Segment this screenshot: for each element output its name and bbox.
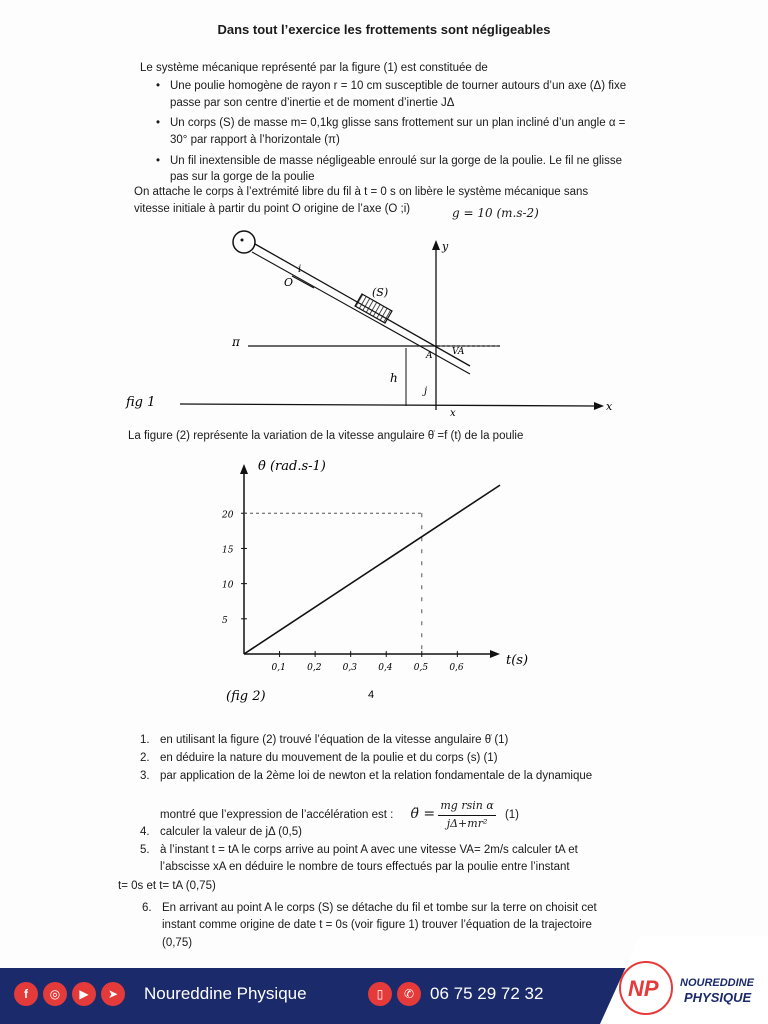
question-3: 3. par application de la 2ème loi de newton et la relation fondamentale de la dynamique xyxy=(140,770,593,782)
thread-line xyxy=(252,252,470,374)
chart-y-tick-label: 10 xyxy=(222,580,234,591)
chart-x-tick-label: 0,2 xyxy=(307,663,322,673)
chart-series-line xyxy=(244,485,500,654)
whatsapp-icon[interactable]: ✆ xyxy=(397,982,421,1006)
pulley-axis xyxy=(241,239,244,242)
bullet-body: • Un corps (S) de masse m= 0,1kg glisse sans frottement sur un plan incliné d’un angle α = 30° par rapport à l’horizontale (π) xyxy=(170,115,640,148)
chart-x-tick-label: 0,4 xyxy=(378,663,393,673)
chart-x-label: t(s) xyxy=(506,653,529,668)
figure-1-label: fig 1 xyxy=(126,395,156,410)
logo-line-1: NOUREDDINE xyxy=(680,977,754,989)
page-number: 4 xyxy=(368,689,375,701)
youtube-icon[interactable]: ▶ xyxy=(72,982,96,1006)
vector-j-label: j xyxy=(424,386,428,397)
chart-x-tick-label: 0,3 xyxy=(342,663,357,673)
chart-x-tick-label: 0,1 xyxy=(271,663,286,673)
vector-va-label: VA xyxy=(452,347,465,357)
formula-numerator: mg rsin α xyxy=(438,798,495,816)
brand-name: Noureddine Physique xyxy=(144,984,307,1003)
plane-label: π xyxy=(232,335,240,349)
ground-x-axis xyxy=(180,404,596,406)
chart-y-tick-label: 15 xyxy=(222,545,234,556)
y-axis-label: y xyxy=(442,240,449,253)
y-axis-arrowhead xyxy=(432,240,440,250)
question-6: 6. En arrivant au point A le corps (S) se détache du fil et tombe sur la terre on choisit cet instant comme origine de date t = 0s (voir figure 1) trouver l’équation de la trajectoire (0,75) xyxy=(142,902,597,949)
formula-points: (1) xyxy=(504,809,520,822)
chart-x-tick-label: 0,6 xyxy=(449,663,464,673)
gravity-note: g = 10 (m.s-2) xyxy=(452,206,539,220)
chart-y-label: θ̇ (rad.s-1) xyxy=(258,459,326,474)
x-axis-label: x xyxy=(606,400,613,413)
social-icons xyxy=(14,982,125,1006)
figure-2-caption: La figure (2) représente la variation de la vitesse angulaire θ̇ =f (t) de la poulie xyxy=(128,430,524,442)
question-5: 5. à l’instant t = tA le corps arrive au point A avec une vitesse VA= 2m/s calculer tA et l’abscisse xA en déduire le nombre de tours effectués par la poulie entre l’instant xyxy=(140,844,578,874)
chart-x-arrowhead xyxy=(490,650,500,658)
vector-x-label: x xyxy=(450,408,456,419)
point-a-label: A xyxy=(426,351,433,361)
figure-1-diagram xyxy=(0,226,768,426)
setup-paragraph: On attache le corps à l’extrémité libre du fil à t = 0 s on libère le système mécanique sans vitesse initiale à partir du point O origine de l’axe (O ;i) xyxy=(134,186,589,215)
point-o-label: O xyxy=(284,276,294,289)
brand-logo xyxy=(600,936,768,1024)
chart-figure-label: (fig 2) xyxy=(226,689,266,704)
body-label: (S) xyxy=(372,286,389,299)
vector-i-label: i xyxy=(298,264,302,275)
chart-y-tick-label: 5 xyxy=(222,615,228,626)
bullet-list xyxy=(170,78,640,190)
chart-y-arrowhead xyxy=(240,464,248,474)
question-3-expression: montré que l’expression de l’accélération est : θ̈ = $\frac{\text{mg rsin α}}{\text{jΔ+mr²}}$ (1) xyxy=(160,798,519,832)
chart-x-tick-label: 0,5 xyxy=(413,663,429,673)
telegram-icon[interactable]: ➤ xyxy=(101,982,125,1006)
x-axis-arrowhead xyxy=(594,402,604,410)
bullet-pulley: • Une poulie homogène de rayon r = 10 cm susceptible de tourner autours d’un axe (Δ) fixe passe par son centre d’inertie et de moment d’inertie JΔ xyxy=(170,78,640,111)
question-1: 1. en utilisant la figure (2) trouvé l’équation de la vitesse angulaire θ̇ (1) xyxy=(140,734,509,746)
figure-2-chart xyxy=(0,446,768,726)
formula-lhs: θ̈ = xyxy=(410,806,436,823)
question-5-continued: t= 0s et t= tA (0,75) xyxy=(118,880,216,892)
formula-denominator: jΔ+mr² xyxy=(446,816,488,830)
logo-mark: NP xyxy=(628,976,659,1001)
question-4: 4. calculer la valeur de jΔ (0,5) xyxy=(140,826,302,838)
phone-number: 06 75 29 72 32 xyxy=(430,984,544,1003)
question-2: 2. en déduire la nature du mouvement de la poulie et du corps (s) (1) xyxy=(140,752,498,764)
instagram-icon[interactable]: ◎ xyxy=(43,982,67,1006)
logo-line-2: PHYSIQUE xyxy=(684,990,752,1005)
pulley-circle xyxy=(233,231,255,253)
vector-i-arrow xyxy=(292,276,314,288)
chart-y-tick-label: 20 xyxy=(222,510,234,521)
facebook-icon[interactable]: f xyxy=(14,982,38,1006)
bullet-thread: • Un fil inextensible de masse négligeable enroulé sur la gorge de la poulie. Le fil ne glisse pas sur la gorge de la poulie xyxy=(170,153,640,186)
height-label: h xyxy=(390,371,398,385)
intro-text: Le système mécanique représenté par la figure (1) est constituée de xyxy=(140,62,488,74)
contact-phone xyxy=(368,982,543,1006)
exercise-title: Dans tout l’exercice les frottements sont négligeables xyxy=(217,22,551,37)
phone-icon[interactable]: ▯ xyxy=(368,982,392,1006)
